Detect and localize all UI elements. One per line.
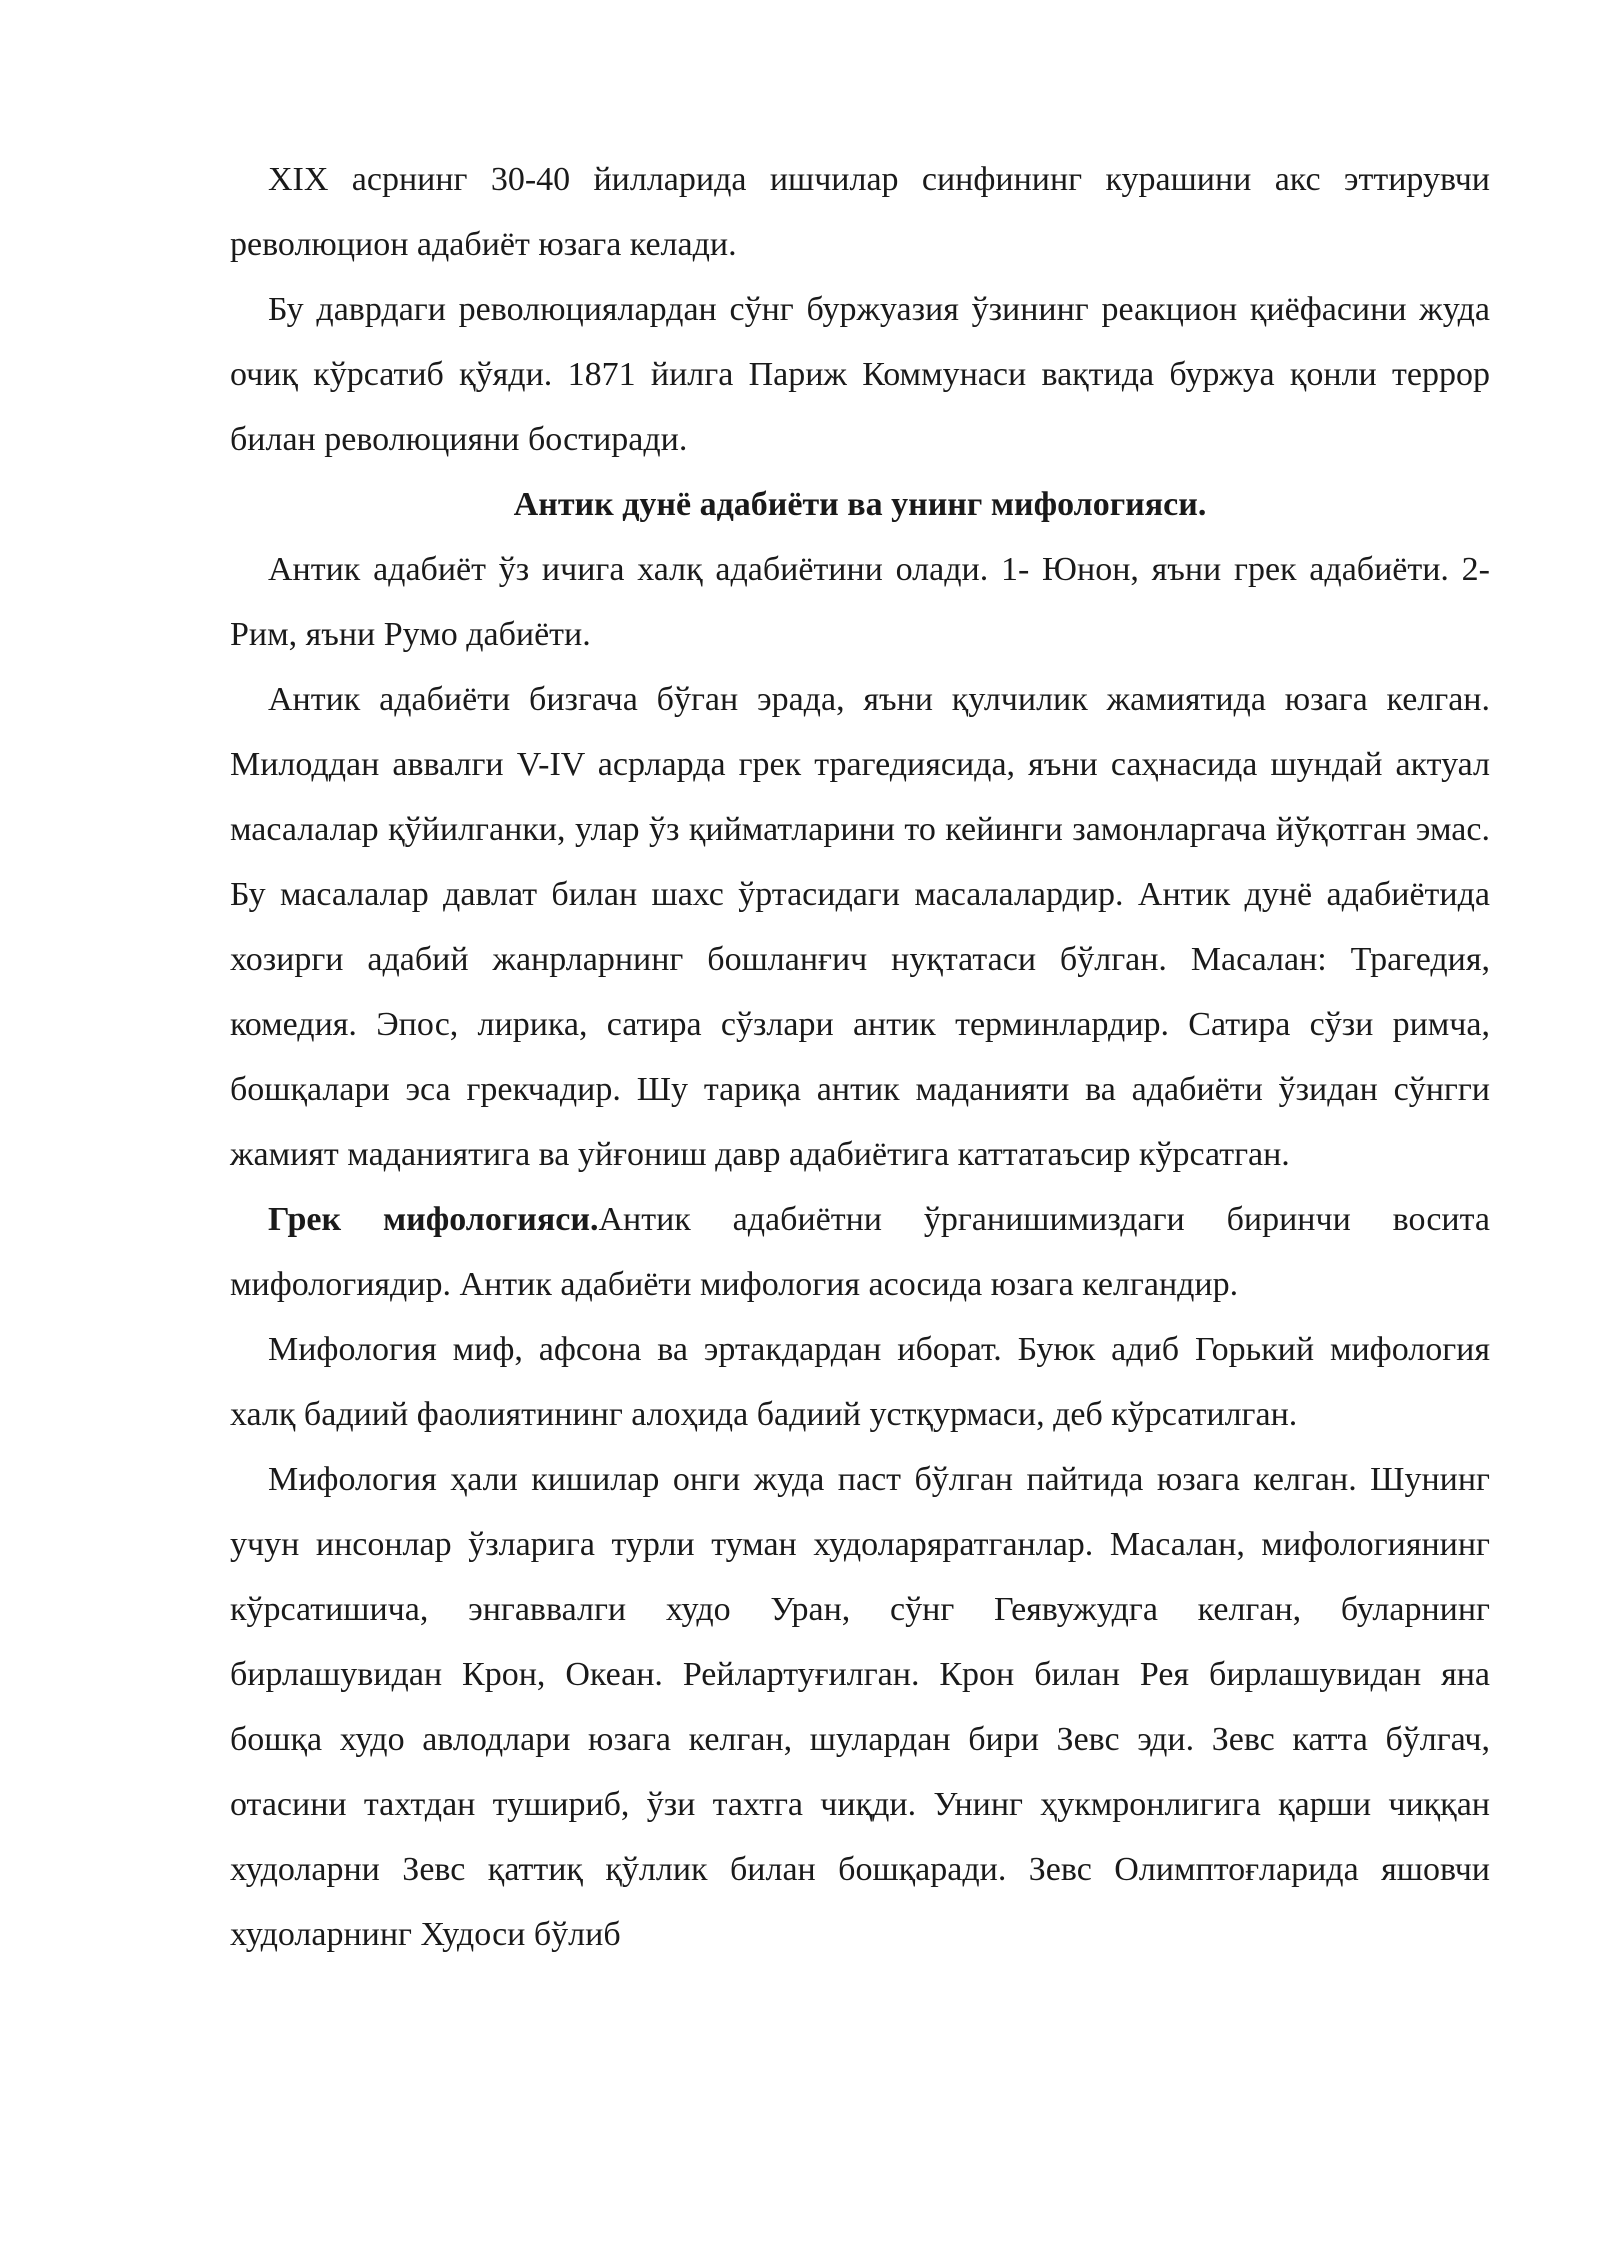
paragraph-5-lead: Грек мифологияси. <box>268 1201 599 1238</box>
section-heading: Антик дунё адабиёти ва унинг мифологияси. <box>513 486 1207 523</box>
paragraph-3: Антик адабиёт ўз ичига халқ адабиётини олади. 1- Юнон, яъни грек адабиёти. 2- Рим, яъни Румо дабиёти. <box>230 551 1490 653</box>
paragraph-7: Мифология ҳали кишилар онги жуда паст бўлган пайтида юзага келган. Шунинг учун инсонлар ўзларига турли туман худоларяратганлар. Масалан, мифологиянинг кўрсатишича, энгаввалги худо Уран, сўнг Геявужудга келган, буларнинг бирлашувидан Крон, Океан. Рейлартуғилган. Крон билан Рея бирлашувидан яна бошқа худо авлодлари юзага келган, шулардан бири Зевс эди. Зевс катта бўлгач, отасини тахтдан тушириб, ўзи тахтга чиқди. Унинг ҳукмронлигига қарши чиққан худоларни Зевс қаттиқ қўллик билан бошқаради. Зевс Олимптоғларида яшовчи худоларнинг Худоси бўлиб <box>230 1461 1490 1953</box>
paragraph-2: Бу даврдаги революциялардан сўнг буржуазия ўзининг реакцион қиёфасини жуда очиқ кўрсатиб қўяди. 1871 йилга Париж Коммунаси вақтида буржуа қонли террор билан революцияни бостиради. <box>230 291 1490 458</box>
paragraph-5-text: Антик адабиётни ўрганишимиздаги биринчи восита мифологиядир. Антик адабиёти мифология асосида юзага келгандир. <box>230 1201 1490 1303</box>
paragraph-5 <box>230 1187 1490 1317</box>
paragraph-6: Мифология миф, афсона ва эртакдардан иборат. Буюк адиб Горький мифология халқ бадиий фаолиятининг алоҳида бадиий устқурмаси, деб кўрсатилган. <box>230 1331 1490 1433</box>
paragraph-4: Антик адабиёти бизгача бўган эрада, яъни қулчилик жамиятида юзага келган. Милоддан аввалги V-IV асрларда грек трагедиясида, яъни саҳнасида шундай актуал масалалар қўйилганки, улар ўз қийматларини то кейинги замонларгача йўқотган эмас. Бу масалалар давлат билан шахс ўртасидаги масалалардир. Антик дунё адабиётида хозирги адабий жанрларнинг бошланғич нуқтатаси бўлган. Масалан: Трагедия, комедия. Эпос, лирика, сатира сўзлари антик терминлардир. Сатира сўзи римча, бошқалари эса грекчадир. Шу тариқа антик маданияти ва адабиёти ўзидан сўнгги жамият маданиятига ва уйғониш давр адабиётига каттатаъсир кўрсатган. <box>230 681 1490 1173</box>
document-page <box>230 147 1490 1967</box>
paragraph-1: XIX асрнинг 30-40 йилларида ишчилар синфининг курашини акс эттирувчи революцион адабиёт юзага келади. <box>230 161 1490 263</box>
